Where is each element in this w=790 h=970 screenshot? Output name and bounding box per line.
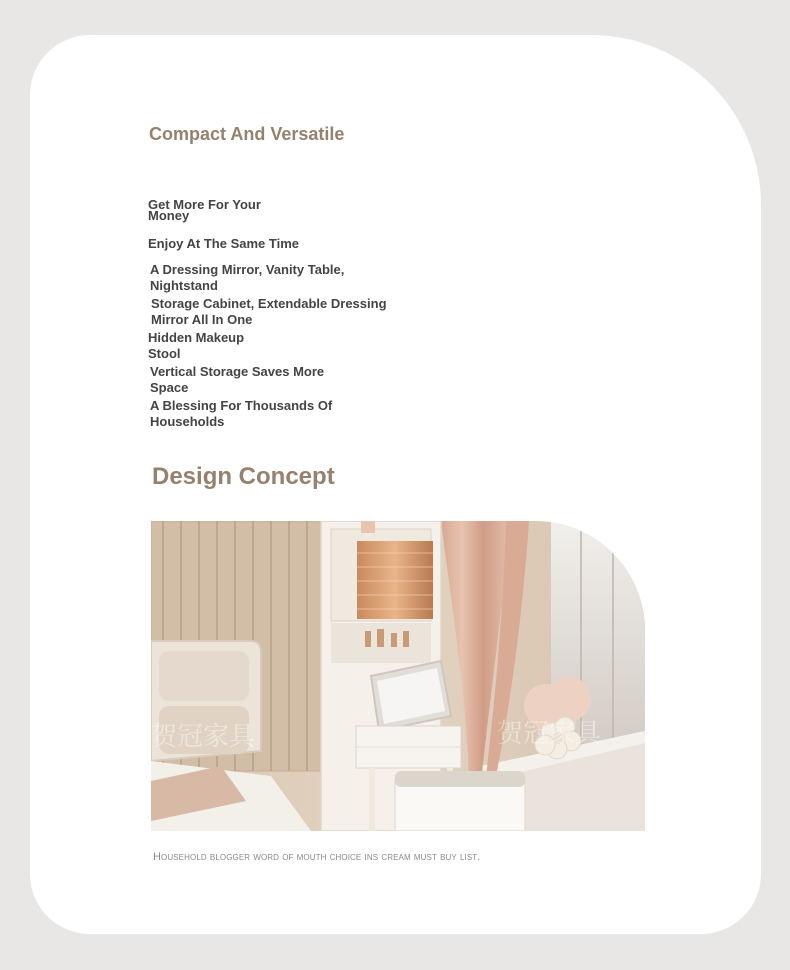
feature-line: Enjoy At The Same Time [148,236,299,251]
svg-text:贺冠家具: 贺冠家具 [151,722,256,752]
feature-line: Vertical Storage Saves More Space [150,364,325,395]
heading-design-concept: Design Concept [152,463,335,490]
feature-line: Hidden Makeup Stool [148,330,245,361]
photo-caption: Household blogger word of mouth choice ins cream must buy list. [153,851,481,863]
svg-text:贺冠家具: 贺冠家具 [497,719,602,749]
vanity-room-illustration [151,521,645,831]
feature-line: Storage Cabinet, Extendable Dressing Mirror All In One [151,296,387,327]
feature-line: Get More For Your Money [148,197,261,223]
product-photo [151,521,645,831]
feature-line: A Dressing Mirror, Vanity Table, Nightstand [150,262,345,293]
feature-line: A Blessing For Thousands Of Households [150,398,333,429]
heading-compact-versatile: Compact And Versatile [149,124,345,144]
